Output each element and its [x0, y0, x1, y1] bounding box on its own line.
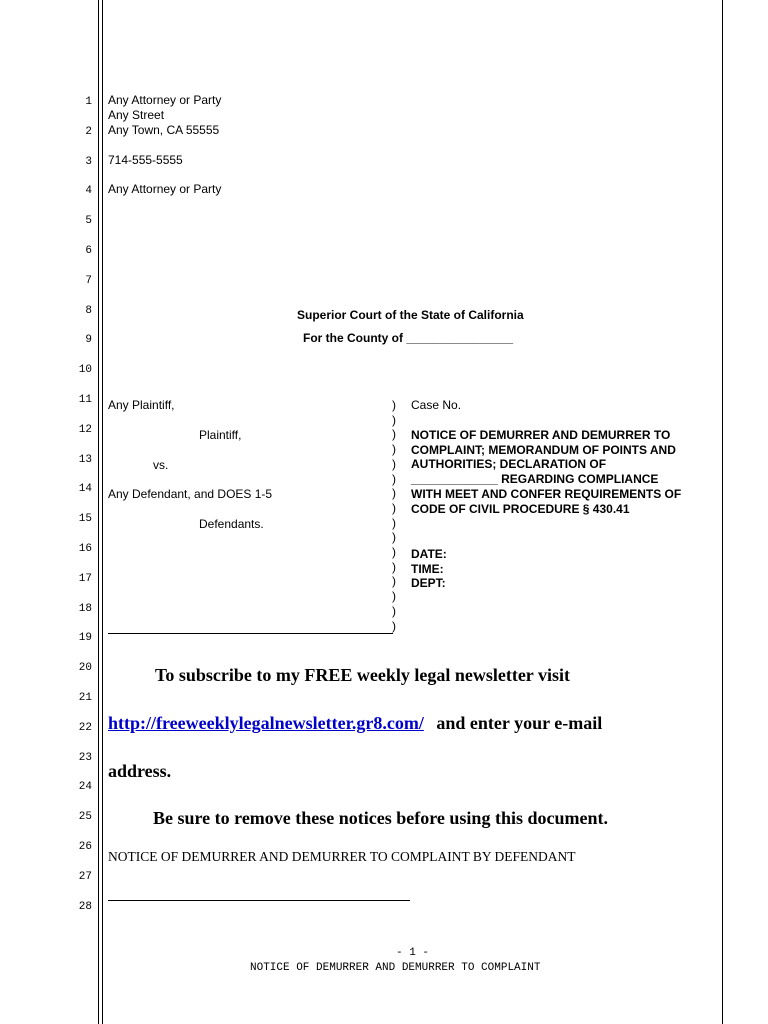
remove-notice: Be sure to remove these notices before using this document.: [153, 808, 608, 828]
caption-parens: [392, 398, 396, 633]
line-number: 10: [78, 364, 92, 377]
line-number: 24: [78, 781, 92, 794]
caption-paren: ): [392, 618, 396, 633]
page-number: - 1 -: [396, 947, 430, 959]
left-margin-rule-outer: [98, 0, 99, 1024]
document-title-line: _____________ REGARDING COMPLIANCE: [411, 472, 659, 487]
document-title-line: COMPLAINT; MEMORANDUM OF POINTS AND: [411, 442, 676, 457]
attorney-name: Any Attorney or Party: [108, 93, 222, 107]
attorney-for: Any Attorney or Party: [108, 182, 222, 196]
defendant-name: Any Defendant, and DOES 1-5: [108, 487, 273, 501]
address-text: address.: [108, 761, 172, 781]
document-title-line: WITH MEET AND CONFER REQUIREMENTS OF: [411, 486, 682, 501]
plaintiff-name: Any Plaintiff,: [108, 398, 175, 412]
attorney-street: Any Street: [108, 108, 165, 122]
left-margin-rule-inner: [102, 0, 103, 1024]
document-title: [411, 428, 681, 516]
caption-paren: ): [392, 603, 396, 618]
line-number: 5: [85, 215, 92, 228]
line-number: 14: [78, 483, 92, 496]
versus: vs.: [153, 458, 169, 472]
line-number: 23: [78, 751, 92, 764]
court-name: Superior Court of the State of California: [297, 308, 524, 322]
after-link-text: and enter your e-mail: [436, 713, 603, 733]
footer-title: NOTICE OF DEMURRER AND DEMURRER TO COMPLAINT: [250, 962, 541, 974]
line-number: 1: [85, 96, 92, 108]
line-number: 17: [78, 572, 92, 585]
attorney-phone: 714-555-5555: [108, 153, 183, 167]
hearing-date-label: DATE:: [411, 547, 447, 561]
line-number: 16: [78, 543, 92, 555]
caption-paren: ): [392, 456, 396, 471]
line-number: 22: [78, 721, 92, 734]
caption-paren: ): [392, 427, 396, 442]
document-title-line: CODE OF CIVIL PROCEDURE § 430.41: [411, 501, 630, 516]
caption-paren: ): [392, 515, 396, 530]
line-number: 13: [78, 453, 92, 466]
caption-paren: ): [392, 545, 396, 560]
court-county: For the County of ________________: [303, 331, 514, 345]
plaintiff-role: Plaintiff,: [199, 428, 242, 442]
newsletter-link[interactable]: http://freeweeklylegalnewsletter.gr8.com/: [108, 713, 424, 733]
newsletter-link-line: [108, 713, 602, 734]
line-number: 11: [78, 394, 92, 406]
line-number: 19: [78, 632, 92, 645]
attorney-city: Any Town, CA 55555: [108, 123, 220, 137]
document-title-line: NOTICE OF DEMURRER AND DEMURRER TO: [411, 428, 671, 442]
line-number: 3: [85, 155, 92, 168]
caption-paren: ): [392, 500, 396, 515]
line-number: 28: [78, 900, 92, 913]
body-heading: NOTICE OF DEMURRER AND DEMURRER TO COMPLAINT BY DEFENDANT: [108, 849, 576, 864]
line-number: 8: [85, 304, 92, 317]
caption-paren: ): [392, 486, 396, 501]
line-number: 18: [78, 602, 92, 615]
right-margin-rule: [722, 0, 723, 1024]
line-number: 7: [85, 274, 92, 287]
caption-paren: ): [392, 530, 396, 545]
caption-paren: ): [392, 442, 396, 457]
subscribe-notice: To subscribe to my FREE weekly legal newsletter visit: [155, 665, 570, 685]
defendant-role: Defendants.: [199, 517, 264, 531]
line-number: 9: [85, 334, 92, 347]
line-number: 26: [78, 841, 92, 853]
line-number: 25: [78, 811, 92, 824]
hearing-info: [411, 547, 447, 591]
line-number: 21: [78, 692, 92, 704]
document-title-line: AUTHORITIES; DECLARATION OF: [411, 457, 607, 472]
hearing-dept-label: DEPT:: [411, 576, 446, 591]
caption-paren: ): [392, 574, 396, 589]
caption-paren: ): [392, 412, 396, 427]
line-number: 4: [85, 185, 92, 198]
case-number-label: Case No.: [411, 398, 462, 412]
line-number: 12: [78, 423, 92, 436]
line-number: 15: [78, 513, 92, 526]
line-number: 27: [78, 870, 92, 883]
caption-underline: [108, 633, 393, 634]
caption-paren: ): [392, 471, 396, 486]
line-number: 2: [85, 125, 92, 138]
caption-paren: ): [392, 398, 396, 412]
signature-line: [108, 900, 410, 901]
caption-paren: ): [392, 589, 396, 604]
hearing-time-label: TIME:: [411, 561, 444, 576]
line-number: 6: [85, 245, 92, 257]
line-number: 20: [78, 662, 92, 675]
caption-paren: ): [392, 559, 396, 574]
